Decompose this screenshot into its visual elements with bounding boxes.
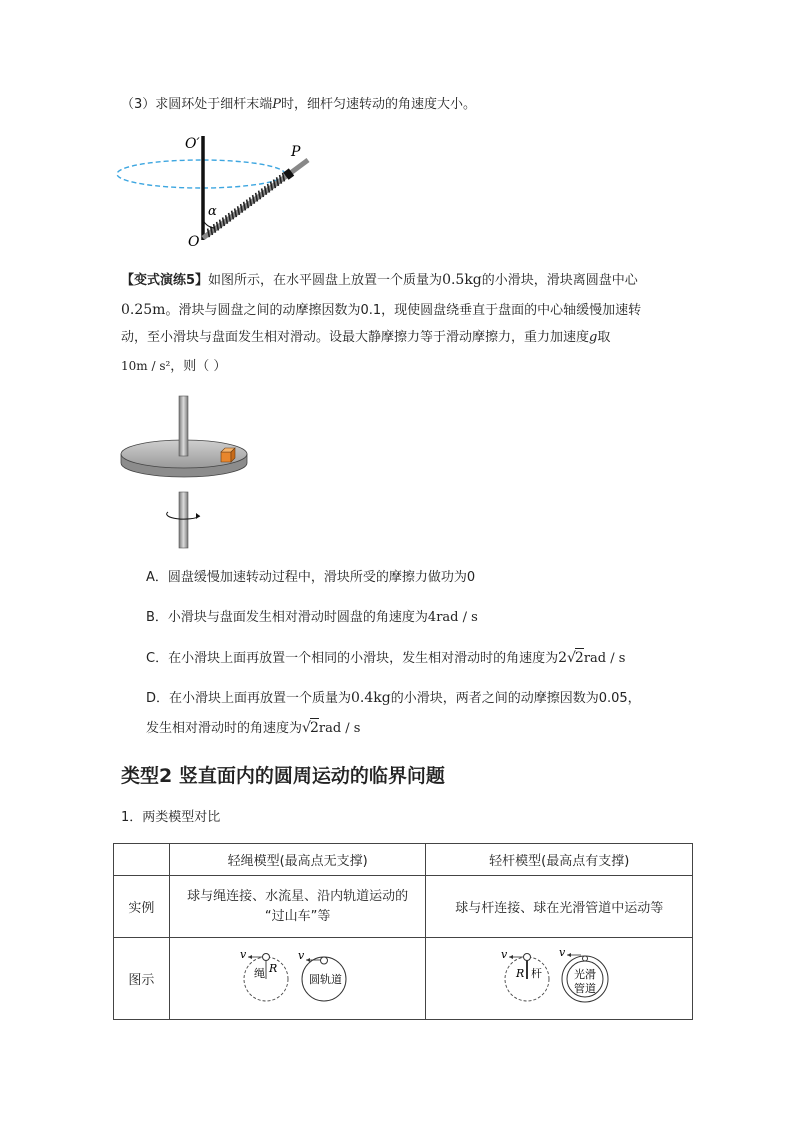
label-p: P <box>291 144 301 160</box>
rod-ball <box>524 953 531 960</box>
rotation-ellipse <box>117 160 285 188</box>
cell-rope-example: 球与绳连接、水流星、沿内轨道运动的 “过山车”等 <box>169 876 426 938</box>
figure-rod-ring <box>115 128 325 253</box>
exercise-tag: 【变式演练5】 <box>121 273 209 288</box>
svg-text:v: v <box>501 947 508 961</box>
cell-rod-example: 球与杆连接、球在光滑管道中运动等 <box>426 876 693 938</box>
svg-text:R: R <box>268 961 277 975</box>
table-row-figure <box>114 938 693 1020</box>
shaft-upper <box>179 396 188 456</box>
var-p: P <box>272 97 282 112</box>
track-ball <box>320 957 327 964</box>
svg-text:v: v <box>297 948 304 962</box>
header-rope-model: 轻绳模型(最高点无支撑) <box>169 844 426 876</box>
exercise-5-line-3: 动，至小滑块与盘面发生相对滑动。设最大静摩擦力等于滑动摩擦力，重力加速度g取 <box>121 330 611 345</box>
svg-text:v: v <box>239 947 246 961</box>
option-d-line-2: 发生相对滑动时的角速度为√2rad / s <box>146 720 361 736</box>
question-3: （3）求圆环处于细杆末端P时，细杆匀速转动的角速度大小。 <box>121 97 477 112</box>
subheading: 1．两类模型对比 <box>121 810 221 825</box>
header-cell-empty <box>114 844 170 876</box>
angle-arc <box>203 220 215 228</box>
svg-text:圆轨道: 圆轨道 <box>308 972 342 986</box>
rotation-arrowhead <box>196 513 200 519</box>
model-comparison-table <box>113 843 693 1020</box>
figure-disk <box>118 392 258 552</box>
row-label-example: 实例 <box>114 876 170 938</box>
svg-text:光滑: 光滑 <box>574 967 597 981</box>
svg-text:绳: 绳 <box>253 966 265 980</box>
svg-text:R: R <box>516 966 525 980</box>
exercise-5-line-2: 0.25m。滑块与圆盘之间的动摩擦因数为0.1，现使圆盘绕垂直于盘面的中心轴缓慢加速转 <box>121 302 642 318</box>
cell-rope-figure <box>169 938 426 1020</box>
svg-text:v: v <box>559 946 566 959</box>
table-row-example <box>114 876 693 938</box>
table-header-row <box>114 844 693 876</box>
cell-rod-figure <box>426 938 693 1020</box>
row-label-figure: 图示 <box>114 938 170 1020</box>
option-a: A．圆盘缓慢加速转动过程中，滑块所受的摩擦力做功为0 <box>146 570 476 585</box>
option-b: B．小滑块与盘面发生相对滑动时圆盘的角速度为4rad / s <box>146 610 478 625</box>
section-heading: 类型2 竖直面内的圆周运动的临界问题 <box>121 765 445 787</box>
slider-block <box>221 448 235 462</box>
label-o: O <box>188 234 200 250</box>
rope-ball <box>262 953 269 960</box>
inclined-rod <box>203 160 308 238</box>
tube-ball <box>583 956 588 961</box>
exercise-5-line-1: 【变式演练5】如图所示，在水平圆盘上放置一个质量为0.5kg的小滑块，滑块离圆盘中心 <box>121 272 638 288</box>
label-o-prime: O′ <box>185 136 200 152</box>
svg-text:管道: 管道 <box>574 981 597 995</box>
rod-model-diagram <box>499 947 619 1007</box>
label-alpha: α <box>208 204 217 219</box>
header-rod-model: 轻杆模型(最高点有支撑) <box>426 844 693 876</box>
svg-text:杆: 杆 <box>531 966 543 980</box>
shaft-lower <box>179 492 188 548</box>
rope-model-diagram <box>238 947 358 1007</box>
option-c: C．在小滑块上面再放置一个相同的小滑块，发生相对滑动时的角速度为2√2rad / s <box>146 650 626 666</box>
option-d-line-1: D．在小滑块上面再放置一个质量为0.4kg的小滑块，两者之间的动摩擦因数为0.05， <box>146 690 641 706</box>
exercise-5-line-4: 10m / s²，则（ ） <box>121 359 227 374</box>
